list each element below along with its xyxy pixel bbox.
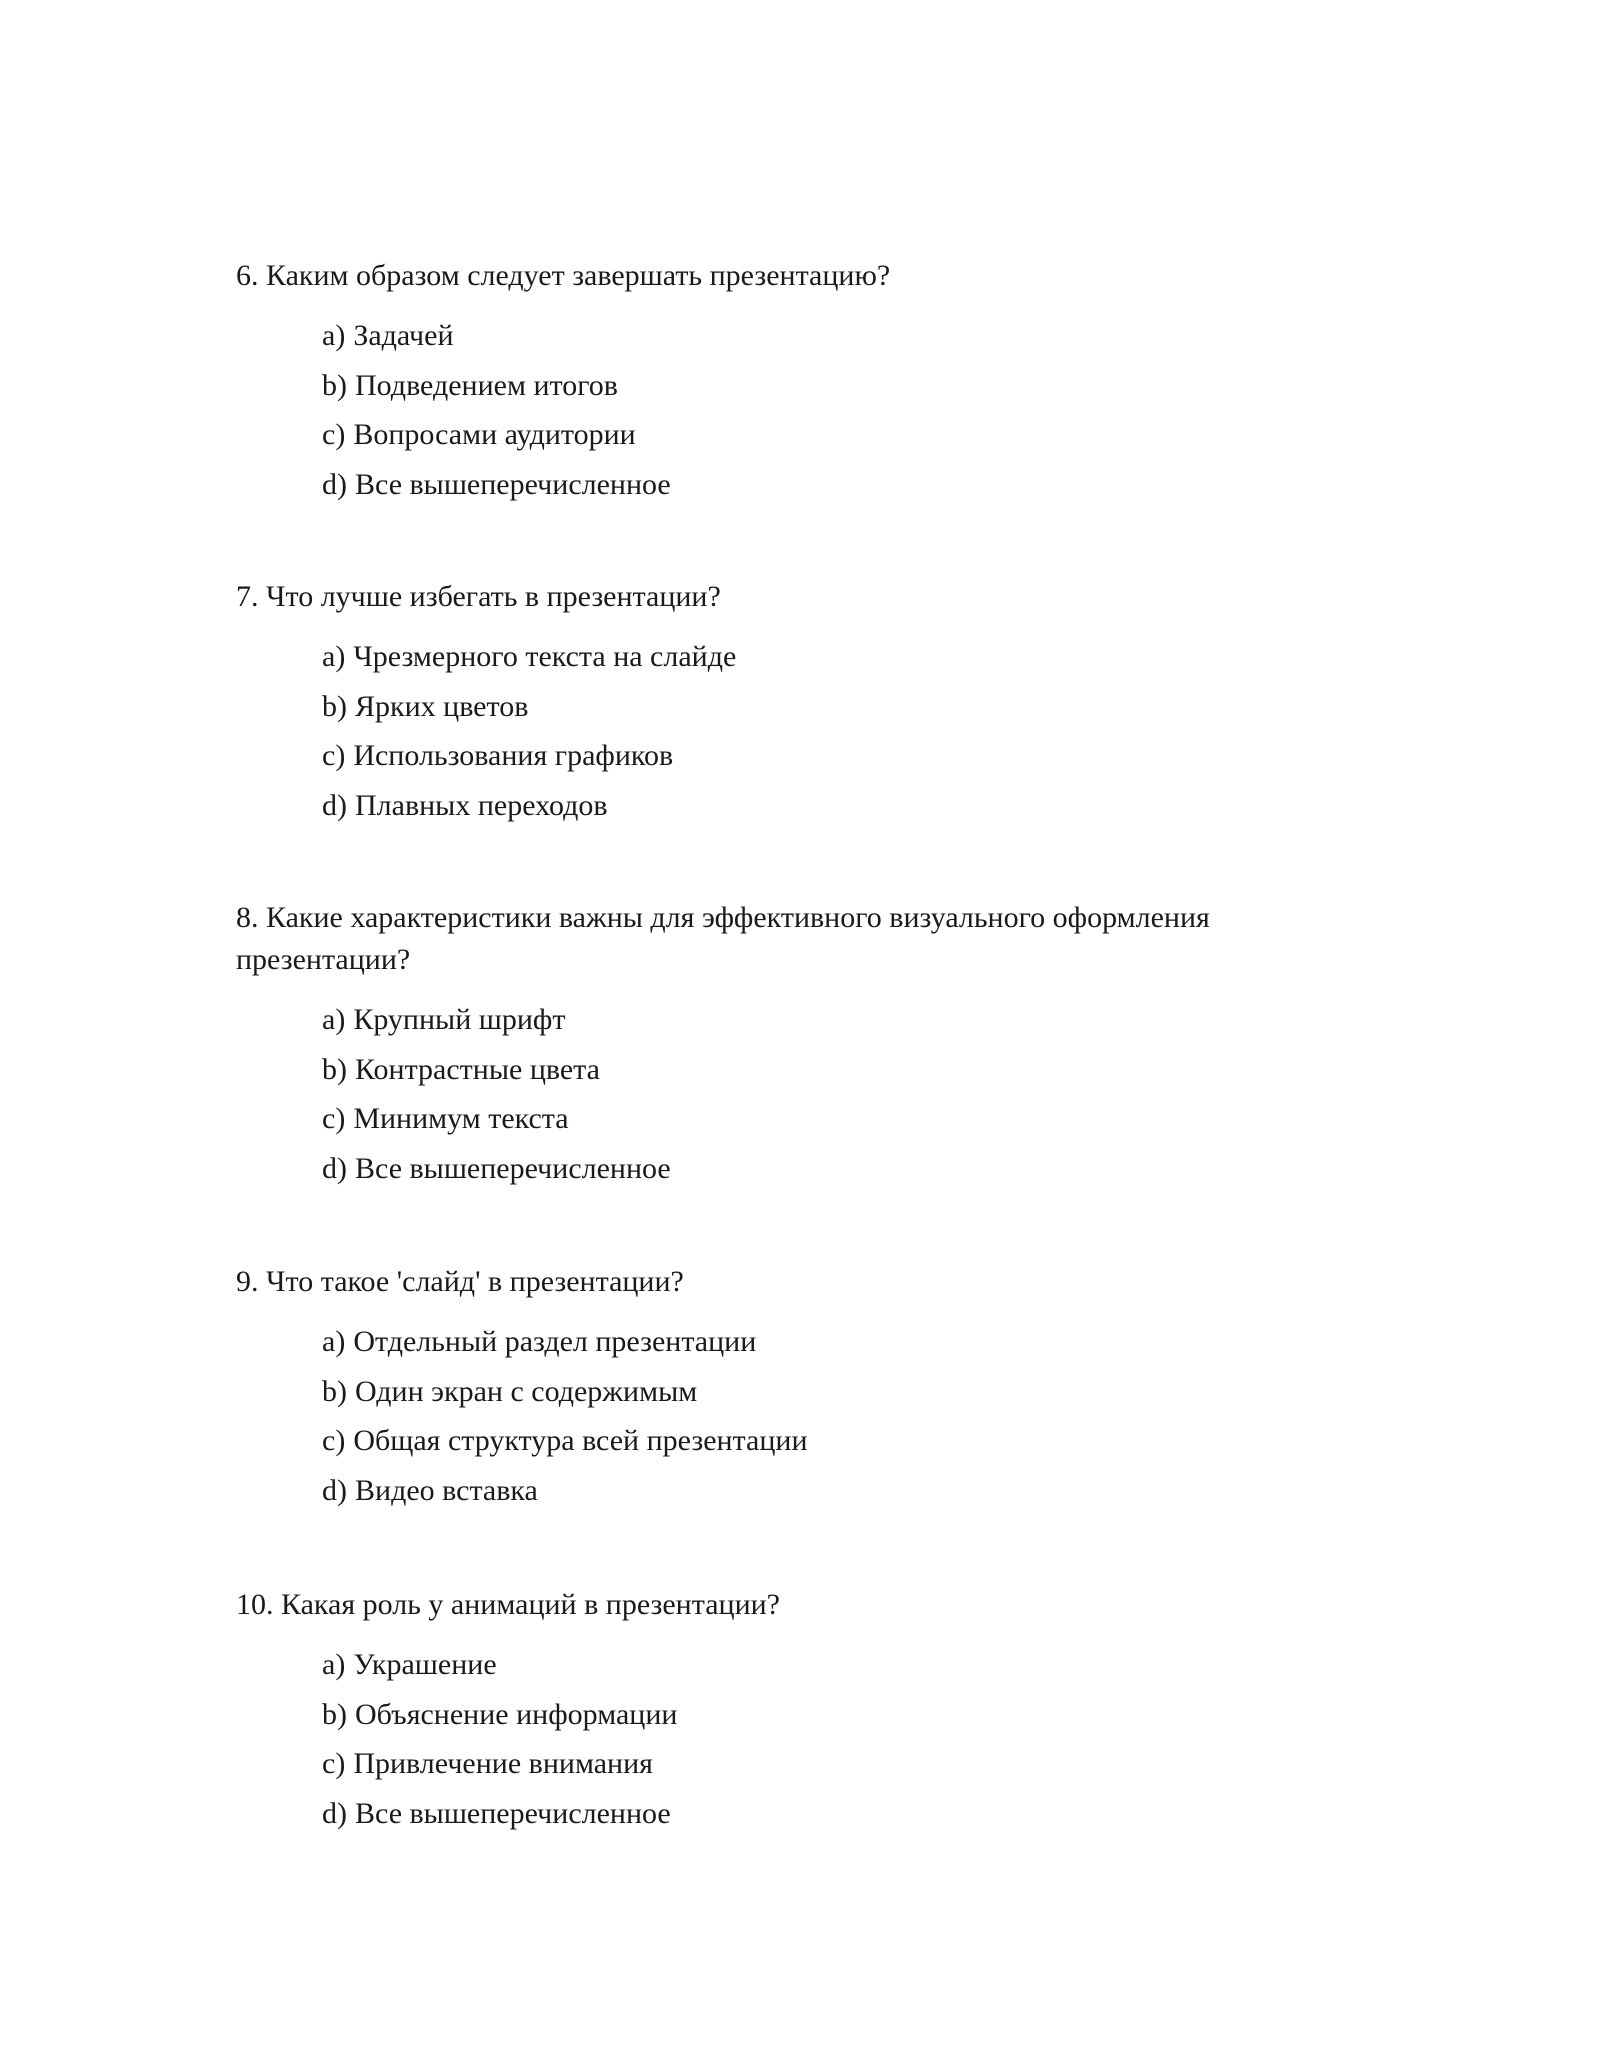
option-text: Чрезмерного текста на слайде [353, 640, 737, 673]
option-letter: a) [322, 319, 346, 352]
option-letter: d) [322, 788, 347, 822]
option-letter: c) [322, 1424, 346, 1457]
option-d [322, 781, 1336, 831]
option-letter: c) [322, 1102, 346, 1135]
option-b [322, 1367, 1336, 1417]
option-text: Ярких цветов [355, 689, 529, 723]
option-text: Украшение [353, 1648, 497, 1681]
option-letter: a) [322, 1648, 346, 1681]
option-d [322, 1466, 1336, 1516]
option-letter: b) [322, 1697, 347, 1731]
option-text: Отдельный раздел презентации [353, 1325, 757, 1358]
option-text: Подведением итогов [355, 368, 618, 402]
option-b [322, 1690, 1336, 1740]
option-c [322, 1094, 1336, 1144]
question-10 [236, 1584, 1336, 1838]
option-c [322, 1739, 1336, 1789]
option-text: Видео вставка [355, 1473, 538, 1507]
question-text: 10. Какая роль у анимаций в презентации? [236, 1588, 780, 1621]
option-a [322, 632, 1336, 682]
answer-options [236, 1317, 1336, 1515]
question-9 [236, 1261, 1336, 1515]
question-text: 9. Что такое 'слайд' в презентации? [236, 1265, 684, 1298]
option-d [322, 1789, 1336, 1839]
option-d [322, 1144, 1336, 1194]
option-text: Использования графиков [353, 739, 674, 772]
option-text: Контрастные цвета [355, 1052, 600, 1086]
answer-options [236, 632, 1336, 830]
option-letter: d) [322, 1151, 347, 1185]
question-text: 6. Каким образом следует завершать презентацию? [236, 259, 891, 292]
option-b [322, 361, 1336, 411]
option-a [322, 1317, 1336, 1367]
option-text: Все вышеперечисленное [355, 1796, 671, 1830]
option-text: Объяснение информации [355, 1697, 678, 1731]
option-a [322, 995, 1336, 1045]
option-text: Привлечение внимания [353, 1747, 653, 1780]
option-letter: a) [322, 1003, 346, 1036]
option-letter: b) [322, 1052, 347, 1086]
option-letter: d) [322, 467, 347, 501]
option-text: Все вышеперечисленное [355, 1151, 671, 1185]
option-text: Плавных переходов [355, 788, 608, 822]
option-text: Общая структура всей презентации [353, 1424, 808, 1457]
question-text: 7. Что лучше избегать в презентации? [236, 580, 721, 613]
question-8 [236, 897, 1336, 1193]
option-a [322, 311, 1336, 361]
option-c [322, 1416, 1336, 1466]
question-7 [236, 576, 1336, 830]
option-letter: c) [322, 1747, 346, 1780]
option-letter: a) [322, 1325, 346, 1358]
option-letter: b) [322, 689, 347, 723]
option-d [322, 460, 1336, 510]
option-letter: a) [322, 640, 346, 673]
question-text: 8. Какие характеристики важны для эффективного визуального оформления презентации? [236, 901, 1210, 976]
option-c [322, 731, 1336, 781]
answer-options [236, 311, 1336, 509]
option-text: Задачей [353, 319, 454, 352]
answer-options [236, 995, 1336, 1193]
option-c [322, 410, 1336, 460]
option-b [322, 1045, 1336, 1095]
option-letter: d) [322, 1473, 347, 1507]
option-text: Минимум текста [353, 1102, 569, 1135]
option-letter: c) [322, 739, 346, 772]
option-letter: d) [322, 1796, 347, 1830]
option-a [322, 1640, 1336, 1690]
answer-options [236, 1640, 1336, 1838]
option-text: Все вышеперечисленное [355, 467, 671, 501]
option-text: Вопросами аудитории [353, 418, 636, 451]
option-letter: c) [322, 418, 346, 451]
option-letter: b) [322, 1374, 347, 1408]
option-text: Крупный шрифт [353, 1003, 566, 1036]
question-6 [236, 255, 1336, 509]
option-text: Один экран с содержимым [355, 1374, 698, 1408]
option-b [322, 682, 1336, 732]
option-letter: b) [322, 368, 347, 402]
